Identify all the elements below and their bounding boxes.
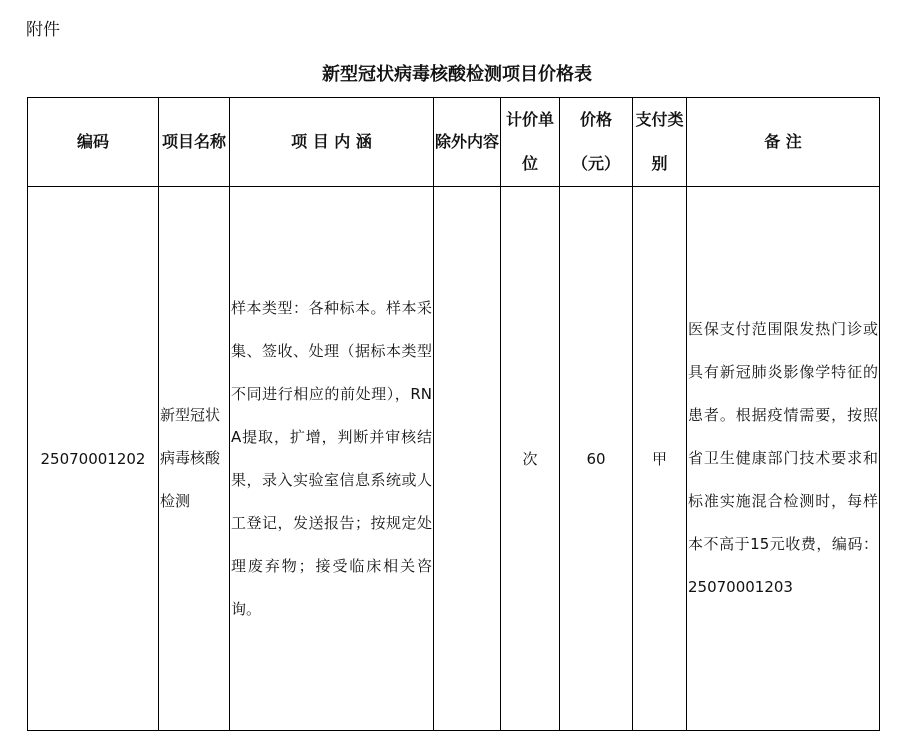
cell-remarks: 医保支付范围限发热门诊或具有新冠肺炎影像学特征的患者。根据疫情需要，按照省卫生健康部门技术要求和标准实施混合检测时，每样本不高于15元收费，编码：25070001203 (687, 187, 880, 731)
cell-price: 60 (560, 187, 633, 731)
header-price (560, 98, 633, 187)
cell-code: 25070001202 (28, 187, 159, 731)
header-payment-line1: 支付类 (635, 110, 684, 129)
header-payment-category (633, 98, 687, 187)
price-table (27, 97, 880, 731)
table-row (28, 187, 880, 731)
header-unit-line1: 计价单 (505, 110, 554, 129)
header-content: 项 目 内 涵 (230, 98, 434, 187)
header-price-line1: 价格 (579, 110, 612, 129)
header-payment-line2: 别 (651, 154, 668, 173)
cell-payment-category: 甲 (633, 187, 687, 731)
header-code: 编码 (28, 98, 159, 187)
cell-exclusions (434, 187, 501, 731)
header-item-name: 项目名称 (159, 98, 230, 187)
table-header-row (28, 98, 880, 187)
header-exclusions: 除外内容 (434, 98, 501, 187)
cell-item-name: 新型冠状病毒核酸检测 (159, 187, 230, 731)
header-unit (501, 98, 560, 187)
document-title: 新型冠状病毒核酸检测项目价格表 (322, 64, 592, 85)
cell-unit: 次 (501, 187, 560, 731)
header-remarks: 备 注 (687, 98, 880, 187)
cell-content: 样本类型：各种标本。样本采集、签收、处理（据标本类型不同进行相应的前处理），RNA提取，扩增，判断并审核结果，录入实验室信息系统或人工登记，发送报告；按规定处理废弃物；接受临床相关咨询。 (230, 187, 434, 731)
header-price-line2: （元） (571, 154, 620, 173)
header-unit-line2: 位 (521, 154, 538, 173)
attachment-label: 附件 (26, 20, 60, 40)
